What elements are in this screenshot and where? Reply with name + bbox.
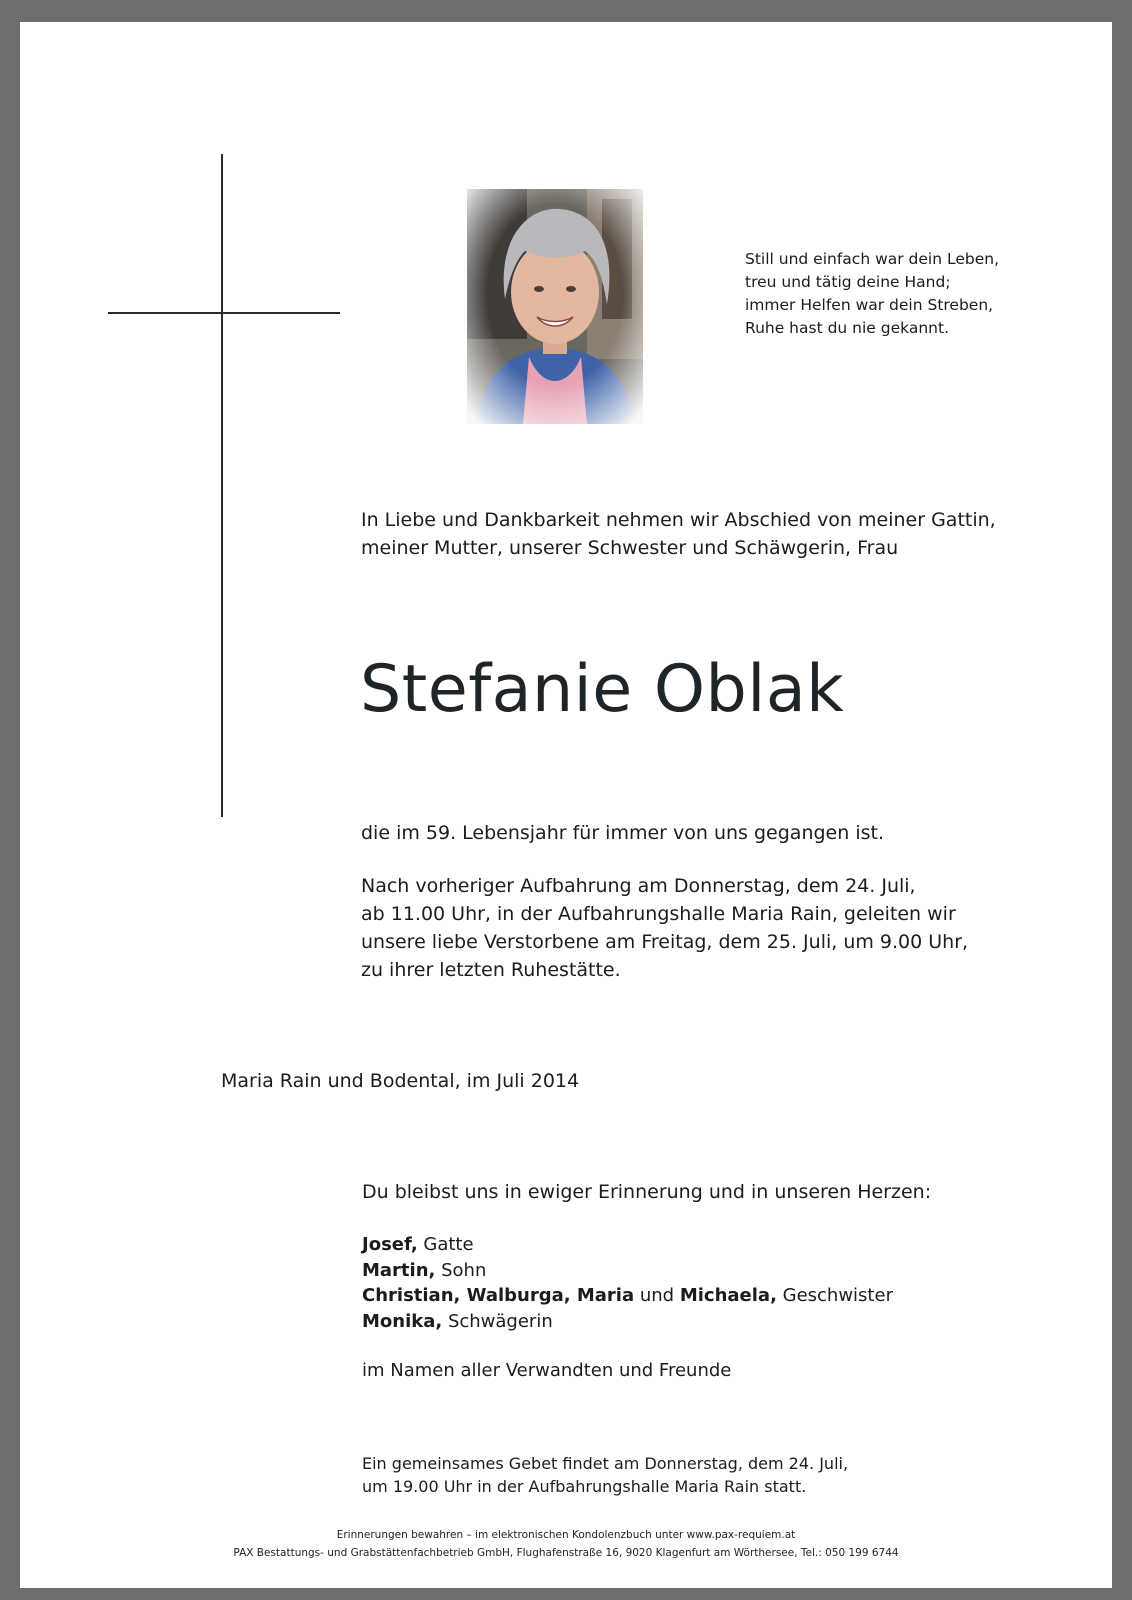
family-member-name: Martin, <box>362 1259 436 1281</box>
family-conjunction: und <box>634 1285 680 1306</box>
family-member-name: Monika, <box>362 1310 443 1332</box>
footer-condolence-line: Erinnerungen bewahren – im elektronischen Kondolenzbuch unter www.pax-requiem.at <box>336 1529 796 1541</box>
funeral-line: zu ihrer letzten Ruhestätte. <box>361 959 621 981</box>
funeral-line: Nach vorheriger Aufbahrung am Donnerstag, dem 24. Juli, <box>361 875 916 897</box>
cross-horizontal-bar <box>108 312 340 314</box>
funeral-details <box>361 872 968 984</box>
age-statement: die im 59. Lebensjahr für immer von uns gegangen ist. <box>361 822 884 844</box>
family-member-row <box>362 1258 893 1284</box>
family-member-row <box>362 1232 893 1258</box>
memorial-verse <box>745 248 1045 340</box>
portrait-photo <box>467 189 643 424</box>
verse-line: immer Helfen war dein Streben, <box>745 296 994 314</box>
portrait-illustration <box>467 189 643 424</box>
funeral-line: unsere liebe Verstorbene am Freitag, dem 25. Juli, um 9.00 Uhr, <box>361 931 969 953</box>
family-member-role: Geschwister <box>776 1285 893 1306</box>
relatives-statement: im Namen aller Verwandten und Freunde <box>362 1360 732 1381</box>
family-member-row <box>362 1309 893 1335</box>
family-member-role: Sohn <box>435 1259 487 1281</box>
verse-line: Ruhe hast du nie gekannt. <box>745 319 949 337</box>
memory-statement: Du bleibst uns in ewiger Erinnerung und in unseren Herzen: <box>362 1181 932 1203</box>
prayer-line: Ein gemeinsames Gebet findet am Donnerstag, dem 24. Juli, <box>362 1454 849 1473</box>
footer-company-line: PAX Bestattungs- und Grabstättenfachbetrieb GmbH, Flughafenstraße 16, 9020 Klagenfurt am Wörthersee, Tel.: 050 199 6744 <box>233 1547 899 1559</box>
prayer-notice <box>362 1452 848 1498</box>
deceased-name: Stefanie Oblak <box>360 652 845 727</box>
family-member-name: Christian, <box>362 1285 461 1306</box>
funeral-line: ab 11.00 Uhr, in der Aufbahrungshalle Maria Rain, geleiten wir <box>361 903 956 925</box>
intro-line: In Liebe und Dankbarkeit nehmen wir Abschied von meiner Gattin, <box>361 509 996 531</box>
farewell-intro <box>361 506 996 562</box>
footer <box>20 1526 1112 1562</box>
place-and-date: Maria Rain und Bodental, im Juli 2014 <box>221 1070 580 1092</box>
verse-line: treu und tätig deine Hand; <box>745 273 951 291</box>
family-list <box>362 1232 893 1334</box>
family-member-name: Michaela, <box>679 1285 777 1306</box>
family-member-role: Gatte <box>417 1234 474 1255</box>
family-member-name: Maria <box>570 1285 635 1306</box>
family-member-name: Walburga, <box>460 1285 571 1306</box>
cross-vertical-bar <box>221 154 223 817</box>
family-member-role: Schwägerin <box>442 1310 553 1332</box>
verse-line: Still und einfach war dein Leben, <box>745 250 1000 268</box>
intro-line: meiner Mutter, unserer Schwester und Schäwgerin, Frau <box>361 537 899 559</box>
prayer-line: um 19.00 Uhr in der Aufbahrungshalle Maria Rain statt. <box>362 1477 807 1496</box>
family-member-row <box>362 1283 893 1309</box>
family-member-name: Josef, <box>362 1234 418 1255</box>
